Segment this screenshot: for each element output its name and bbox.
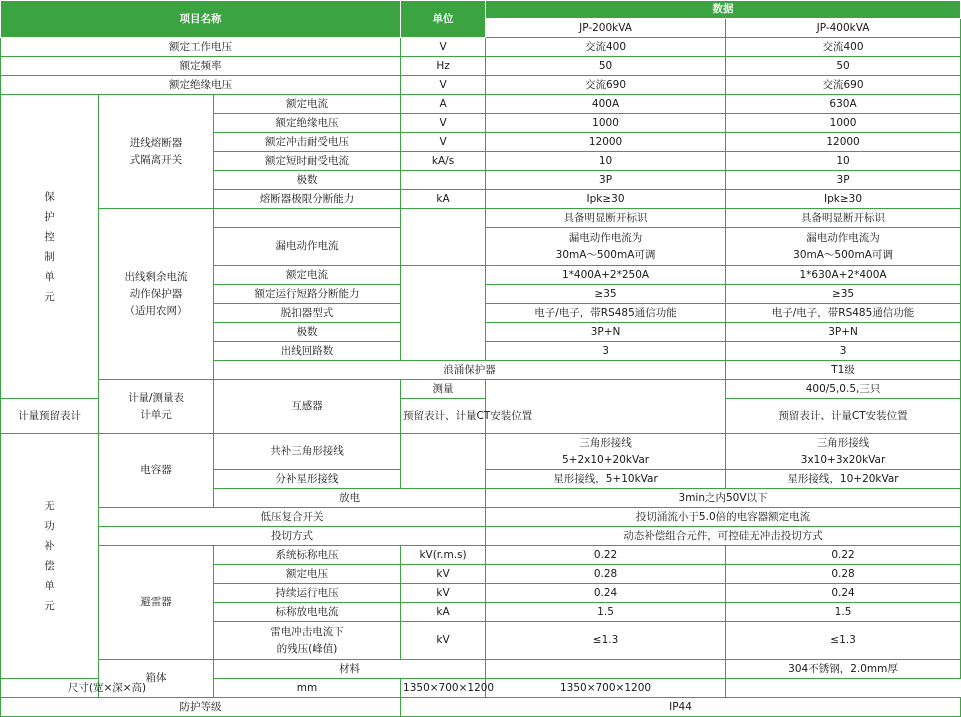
row-name: 额定工作电压 (1, 38, 401, 57)
row-value-merged: 动态补偿组合元件，可控硅无冲击投切方式 (486, 527, 961, 546)
row-name: 额定绝缘电压 (1, 76, 401, 95)
row-value-1: 12000 (486, 133, 726, 152)
row-value-2: 50 (726, 57, 961, 76)
group-protection-control: 保 护 控 制 单 元 (1, 95, 99, 399)
row-value-1: 三角形接线 5+2x10+20kVar (486, 434, 726, 470)
row-unit: kA (401, 603, 486, 622)
row-name: 测量 (401, 380, 486, 399)
row-value-2: 1000 (726, 114, 961, 133)
row-value-1: 星形接线，5+10kVar (486, 470, 726, 489)
row-unit: V (401, 133, 486, 152)
row-value-1: 400/5,0.5,三只 (726, 380, 961, 399)
row-value-1: 0.22 (486, 546, 726, 565)
row-name: 额定短时耐受电流 (214, 152, 401, 171)
table-row (1, 660, 961, 679)
row-value-1: 1350×700×1200 (401, 679, 486, 698)
row-name: 材料 (214, 660, 486, 679)
row-name: 极数 (214, 323, 401, 342)
row-value-1: 电子/电子，带RS485通信功能 (486, 304, 726, 323)
row-value-2: 交流400 (726, 38, 961, 57)
header-item-name: 项目名称 (1, 1, 401, 38)
row-unit: kV (401, 584, 486, 603)
row-value-2: Ipk≥30 (726, 190, 961, 209)
row-name: 共补三角形接线 (214, 434, 401, 470)
row-value-2: 漏电动作电流为 30mA～500mA可调 (726, 228, 961, 266)
row-value-2: 3P+N (726, 323, 961, 342)
row-value-2: 12000 (726, 133, 961, 152)
group-reactive-compensation: 无 功 补 偿 单 元 (1, 434, 99, 679)
row-name: 持续运行电压 (214, 584, 401, 603)
row-unit: kV (401, 565, 486, 584)
row-value-merged: 投切涌流小于5.0倍的电容器额定电流 (486, 508, 961, 527)
table-row (1, 209, 961, 228)
row-name: 浪涌保护器 (214, 361, 726, 380)
group-cabinet: 箱体 (99, 660, 214, 698)
row-name: 低压复合开关 (99, 508, 486, 527)
row-value-1: 交流690 (486, 76, 726, 95)
row-value-2: 电子/电子，带RS485通信功能 (726, 304, 961, 323)
sub-arrester: 避雷器 (99, 546, 214, 660)
row-value-merged: 3min之内50V以下 (486, 489, 961, 508)
row-unit: V (401, 38, 486, 57)
header-unit: 单位 (401, 1, 486, 38)
row-unit: V (401, 114, 486, 133)
row-value-2: 1.5 (726, 603, 961, 622)
sub-rcd: 出线剩余电流 动作保护器 （适用农网） (99, 209, 214, 380)
row-name: 防护等级 (1, 698, 401, 717)
row-value-2: 具备明显断开标识 (726, 209, 961, 228)
row-value-1: 具备明显断开标识 (486, 209, 726, 228)
row-value-2: 1*630A+2*400A (726, 266, 961, 285)
row-unit (401, 171, 486, 190)
row-value-1: 3P+N (486, 323, 726, 342)
row-value-1: ≤1.3 (486, 622, 726, 660)
row-value-1: 预留表计、计量CT安装位置 (401, 399, 486, 434)
row-value-2: 3P (726, 171, 961, 190)
row-unit: V (401, 76, 486, 95)
table-row (1, 434, 961, 470)
row-name: 额定绝缘电压 (214, 114, 401, 133)
row-value-1: 漏电动作电流为 30mA～500mA可调 (486, 228, 726, 266)
row-value-1: ≥35 (486, 285, 726, 304)
row-name: 额定频率 (1, 57, 401, 76)
row-unit: kV(r.m.s) (401, 546, 486, 565)
row-name: 尺寸(宽×深×高) (1, 679, 214, 698)
row-value-1: 1*400A+2*250A (486, 266, 726, 285)
table-row (1, 698, 961, 717)
row-value-1: 0.28 (486, 565, 726, 584)
row-value-2: 星形接线，10+20kVar (726, 470, 961, 489)
sub-capacitor: 电容器 (99, 434, 214, 508)
row-value-1: 304不锈钢，2.0mm厚 (726, 660, 961, 679)
row-name: 额定电流 (214, 95, 401, 114)
row-unit (486, 660, 726, 679)
row-value-1: 10 (486, 152, 726, 171)
row-unit: Hz (401, 57, 486, 76)
table-row (1, 95, 961, 114)
row-name (214, 209, 401, 228)
header-data: 数据 (486, 1, 961, 19)
row-unit: A (401, 95, 486, 114)
row-name: 极数 (214, 171, 401, 190)
row-name: 雷电冲击电流下 的残压(峰值) (214, 622, 401, 660)
row-value-1: 3P (486, 171, 726, 190)
table-row (1, 38, 961, 57)
row-value-1: 3 (486, 342, 726, 361)
row-name: 漏电动作电流 (214, 228, 401, 266)
row-unit (401, 434, 486, 489)
row-value-2: 交流690 (726, 76, 961, 95)
row-value-2: 10 (726, 152, 961, 171)
group-metering: 计量/测量表 计单元 (99, 380, 214, 434)
row-value-2: ≤1.3 (726, 622, 961, 660)
row-name: 分补星形接线 (214, 470, 401, 489)
row-name: 额定电流 (214, 266, 401, 285)
table-row (1, 679, 961, 698)
row-unit: mm (214, 679, 401, 698)
table-row (1, 508, 961, 527)
row-name: 计量预留表计 (1, 399, 99, 434)
row-value-2: 3 (726, 342, 961, 361)
row-value-1: 交流400 (486, 38, 726, 57)
row-name: 熔断器极限分断能力 (214, 190, 401, 209)
header-model-1: JP-200kVA (486, 19, 726, 38)
row-unit: kV (401, 622, 486, 660)
row-value-2: 1350×700×1200 (486, 679, 726, 698)
row-value-1: 0.24 (486, 584, 726, 603)
row-value-1: 50 (486, 57, 726, 76)
sub-transformer: 互感器 (214, 380, 401, 434)
row-name: 额定冲击耐受电压 (214, 133, 401, 152)
row-name: 额定运行短路分断能力 (214, 285, 401, 304)
table-row (1, 57, 961, 76)
row-unit (486, 380, 726, 434)
row-value-merged: IP44 (401, 698, 961, 717)
row-name: 脱扣器型式 (214, 304, 401, 323)
row-value-merged: T1级 (726, 361, 961, 380)
sub-fuse-switch: 进线熔断器 式隔离开关 (99, 95, 214, 209)
row-unit: kA/s (401, 152, 486, 171)
table-row (1, 546, 961, 565)
row-value-2: ≥35 (726, 285, 961, 304)
row-value-2: 630A (726, 95, 961, 114)
row-value-2: 三角形接线 3x10+3x20kVar (726, 434, 961, 470)
row-name: 出线回路数 (214, 342, 401, 361)
row-unit (401, 209, 486, 266)
row-value-2: 0.24 (726, 584, 961, 603)
row-name: 系统标称电压 (214, 546, 401, 565)
row-value-2: 0.28 (726, 565, 961, 584)
row-name: 额定电压 (214, 565, 401, 584)
row-value-1: 400A (486, 95, 726, 114)
table-row (1, 380, 961, 399)
row-value-1: 1.5 (486, 603, 726, 622)
table-row (1, 527, 961, 546)
row-value-1: Ipk≥30 (486, 190, 726, 209)
header-model-2: JP-400kVA (726, 19, 961, 38)
row-value-1: 1000 (486, 114, 726, 133)
row-name: 放电 (214, 489, 486, 508)
table-row (1, 76, 961, 95)
row-name: 标称放电电流 (214, 603, 401, 622)
row-value-2: 预留表计、计量CT安装位置 (726, 399, 961, 434)
row-unit: kA (401, 190, 486, 209)
row-unit (401, 266, 486, 361)
row-name: 投切方式 (99, 527, 486, 546)
row-value-2: 0.22 (726, 546, 961, 565)
